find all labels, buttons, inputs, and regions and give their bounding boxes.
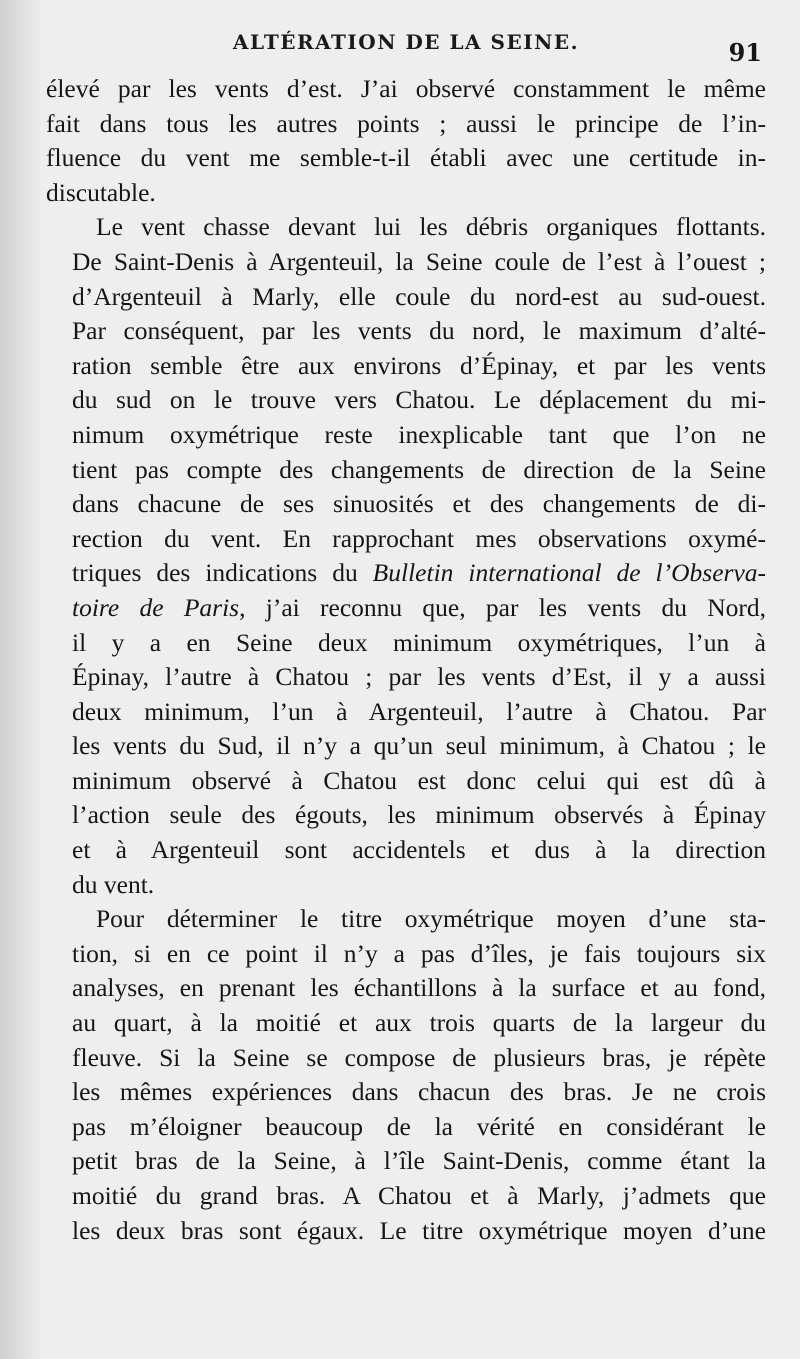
text-line: petit bras de la Seine, à l’île Saint-Denis, comme étant la xyxy=(72,1146,766,1176)
text-line: fait dans tous les autres points ; aussi le principe de l’in- xyxy=(46,108,766,138)
text-line: les mêmes expériences dans chacun des bras. Je ne crois xyxy=(72,1077,766,1107)
text-line: élevé par les vents d’est. J’ai observé constamment le même xyxy=(46,74,766,103)
text-line: d’Argenteuil à Marly, elle coule du nord-est au sud-ouest. xyxy=(72,281,766,311)
running-head xyxy=(46,30,766,70)
text-line: Par conséquent, par les vents du nord, le maximum d’alté- xyxy=(72,316,766,346)
text-line: fluence du vent me semble-t-il établi avec une certitude in- xyxy=(46,143,766,173)
paragraph xyxy=(46,210,766,902)
text-line: Le vent chasse devant lui les débris organiques flottants. xyxy=(96,212,766,242)
text-line: pas m’éloigner beaucoup de la vérité en considérant le xyxy=(72,1111,766,1141)
text-line: il y a en Seine deux minimum oxymétriques, l’un à xyxy=(72,627,766,657)
text-line: fleuve. Si la Seine se compose de plusieurs bras, je répète xyxy=(72,1042,766,1072)
text-line: triques des indications du Bulletin international de l’Observa- xyxy=(72,558,767,588)
text-line: rection du vent. En rapprochant mes observations oxymé- xyxy=(72,523,766,553)
text-line: analyses, en prenant les échantillons à la surface et au fond, xyxy=(72,973,766,1003)
page-number: 91 xyxy=(728,38,762,67)
text-line: minimum observé à Chatou est donc celui qui est dû à xyxy=(72,765,766,795)
text-line: Épinay, l’autre à Chatou ; par les vents d’Est, il y a aussi xyxy=(72,662,766,692)
text-line: tient pas compte des changements de direction de la Seine xyxy=(72,454,766,484)
text-line: dans chacune de ses sinuosités et des changements de di- xyxy=(72,489,766,519)
text-line: moitié du grand bras. A Chatou et à Marly, j’admets que xyxy=(72,1181,766,1210)
paragraph xyxy=(46,902,766,1248)
text-line: Pour déterminer le titre oxymétrique moyen d’une sta- xyxy=(96,904,766,934)
text-line: les vents du Sud, il n’y a qu’un seul minimum, à Chatou ; le xyxy=(72,731,766,761)
text-line: discutable. xyxy=(46,177,156,207)
text-line: du vent. xyxy=(72,869,155,899)
text-line: au quart, à la moitié et aux trois quarts de la largeur du xyxy=(72,1008,766,1038)
text-line: les deux bras sont égaux. Le titre oxymétrique moyen d’une xyxy=(72,1215,766,1245)
text-line: l’action seule des égouts, les minimum observés à Épinay xyxy=(72,800,766,830)
running-title: ALTÉRATION DE LA SEINE. xyxy=(232,30,580,54)
text-line: ration semble être aux environs d’Épinay, et par les vents xyxy=(72,350,766,380)
text-line: deux minimum, l’un à Argenteuil, l’autre à Chatou. Par xyxy=(72,696,766,726)
text-line: toire de Paris, j’ai reconnu que, par les vents du Nord, xyxy=(72,592,767,622)
text-line: tion, si en ce point il n’y a pas d’îles, je fais toujours six xyxy=(72,938,766,968)
paragraph xyxy=(46,72,766,210)
text-line: et à Argenteuil sont accidentels et dus à la direction xyxy=(72,835,766,865)
text-line: nimum oxymétrique reste inexplicable tant que l’on ne xyxy=(72,419,766,449)
body-text xyxy=(46,72,766,1248)
text-line: De Saint-Denis à Argenteuil, la Seine coule de l’est à l’ouest ; xyxy=(72,246,766,276)
text-line: du sud on le trouve vers Chatou. Le déplacement du mi- xyxy=(72,385,766,415)
